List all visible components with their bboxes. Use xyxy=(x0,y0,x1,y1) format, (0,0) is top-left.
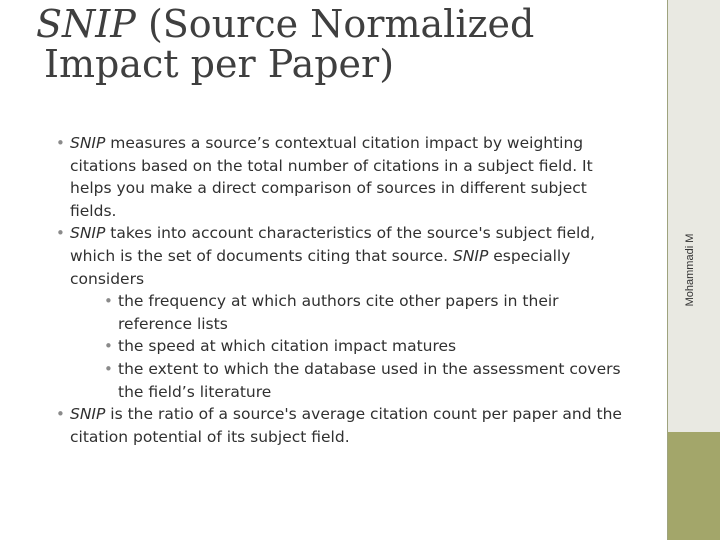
bullet-item xyxy=(44,222,624,403)
bullet-item xyxy=(44,132,624,222)
bullet-text: especially considers xyxy=(70,246,571,288)
bullet-em: SNIP xyxy=(70,224,106,243)
sub-bullet-item: • the extent to which the database used in the assessment covers the field’s literature xyxy=(70,358,624,403)
bullet-em: SNIP xyxy=(70,405,106,424)
slide-title xyxy=(36,4,636,84)
bullet-item xyxy=(44,403,624,448)
sub-bullet-item: • the speed at which citation impact matures xyxy=(70,335,624,358)
sub-bullet-item: • the frequency at which authors cite other papers in their reference lists xyxy=(70,290,624,335)
bullet-em: SNIP xyxy=(452,246,489,265)
sidebar-accent-block xyxy=(668,432,720,540)
author-label: Mohammadi M xyxy=(684,233,696,307)
bullet-text: takes into account characteristics of the source's subject field, which is the set of documents citing that source. xyxy=(70,224,596,265)
title-line1: (Source Normalized xyxy=(135,2,535,46)
title-italic: SNIP xyxy=(36,2,136,46)
bullet-text: measures a source’s contextual citation impact by weighting citations based on the total number of citations in a subject field. It helps you make a direct comparison of sources in different subject fields. xyxy=(70,134,593,220)
bullet-text: is the ratio of a source's average citation count per paper and the citation potential of its subject field. xyxy=(70,405,622,446)
slide-body xyxy=(44,132,624,448)
bullet-em: SNIP xyxy=(70,134,106,152)
bullet-list xyxy=(44,132,624,448)
title-line2: Impact per Paper) xyxy=(44,42,395,86)
sub-bullet-list xyxy=(70,290,624,403)
